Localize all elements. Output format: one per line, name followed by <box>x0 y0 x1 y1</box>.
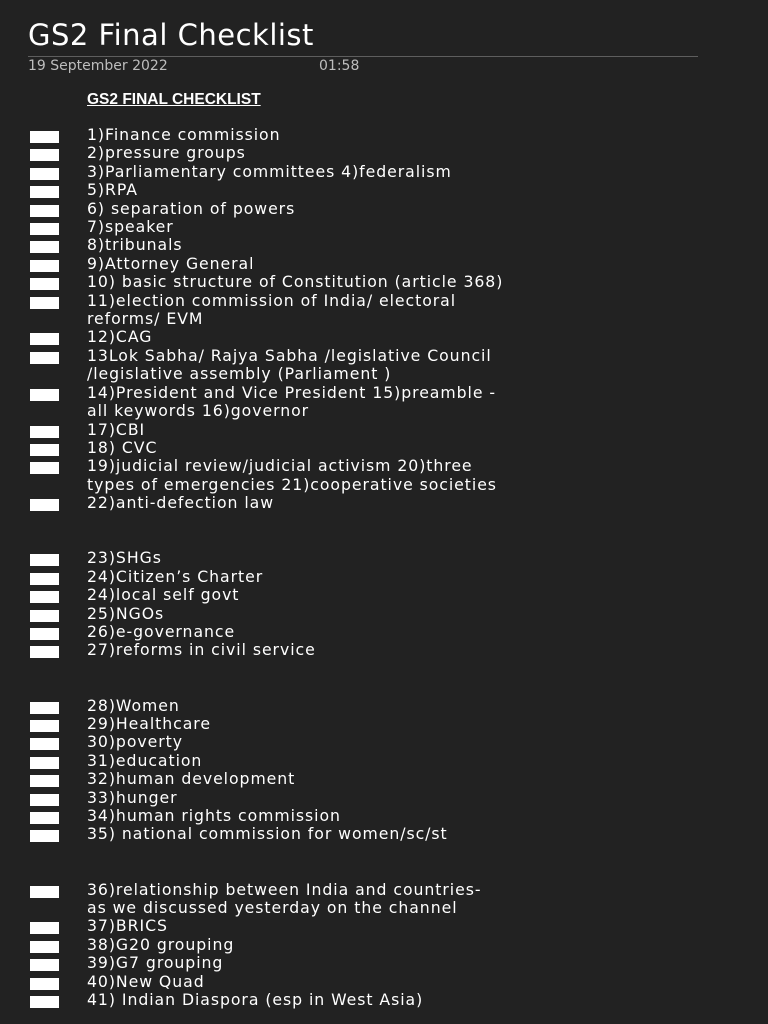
checklist-item-text: 27)reforms in civil service <box>87 640 316 660</box>
checklist-item <box>0 328 768 346</box>
checklist-item <box>0 825 768 843</box>
checklist-item-text: 24)Citizen’s Charter <box>87 566 264 586</box>
checklist-item-text: 40)New Quad <box>87 971 205 991</box>
checklist-item-text: 11)election commission of India/ electoral reforms/ EVM <box>87 290 457 329</box>
checklist-item-text: 14)President and Vice President 15)preamble - all keywords 16)governor <box>87 382 496 421</box>
checklist-item-text: 33)hunger <box>87 787 178 807</box>
checklist-item-text: 32)human development <box>87 769 296 789</box>
checkbox[interactable] <box>30 426 59 438</box>
checklist-item-text: 36)relationship between India and countries- as we discussed yesterday on the channel <box>87 879 482 918</box>
checklist-item-text: 31)education <box>87 750 203 770</box>
checkbox[interactable] <box>30 352 59 364</box>
checklist-item <box>0 144 768 162</box>
checklist-item-text: 3)Parliamentary committees 4)federalism <box>87 161 452 181</box>
checkbox[interactable] <box>30 886 59 898</box>
checklist-item-text: 17)CBI <box>87 419 146 439</box>
checklist-item <box>0 752 768 770</box>
checklist-item <box>0 126 768 144</box>
checkbox[interactable] <box>30 260 59 272</box>
checklist-item-text: 13Lok Sabha/ Rajya Sabha /legislative Council /legislative assembly (Parliament ) <box>87 345 492 384</box>
checklist-item-text: 1)Finance commission <box>87 125 281 144</box>
checkbox[interactable] <box>30 996 59 1008</box>
checklist-item-text: 18) CVC <box>87 437 158 457</box>
checklist-item <box>0 954 768 972</box>
checklist-item <box>0 789 768 807</box>
checkbox[interactable] <box>30 812 59 824</box>
checkbox[interactable] <box>30 646 59 658</box>
checklist-item-text: 38)G20 grouping <box>87 934 235 954</box>
checkbox[interactable] <box>30 941 59 953</box>
checklist-item-text: 9)Attorney General <box>87 253 255 273</box>
checkbox[interactable] <box>30 297 59 309</box>
checklist <box>0 126 768 1009</box>
checkbox[interactable] <box>30 186 59 198</box>
checklist-item <box>0 605 768 623</box>
checklist-item-text: 25)NGOs <box>87 603 165 623</box>
checkbox[interactable] <box>30 959 59 971</box>
checklist-item <box>0 218 768 236</box>
checkbox[interactable] <box>30 830 59 842</box>
checkbox[interactable] <box>30 241 59 253</box>
checklist-item <box>0 163 768 181</box>
checkbox[interactable] <box>30 149 59 161</box>
checklist-item <box>0 917 768 935</box>
checklist-item <box>0 641 768 659</box>
checklist-item-text: 37)BRICS <box>87 916 168 936</box>
checklist-item <box>0 881 768 918</box>
checklist-item <box>0 770 768 788</box>
checklist-item-text: 19)judicial review/judicial activism 20)three types of emergencies 21)cooperative societies <box>87 456 497 494</box>
checkbox[interactable] <box>30 794 59 806</box>
checklist-item-text: 35) national commission for women/sc/st <box>87 824 448 844</box>
checkbox[interactable] <box>30 738 59 750</box>
checklist-item <box>0 457 768 494</box>
checklist-item <box>0 936 768 954</box>
checklist-item-text: 30)poverty <box>87 732 183 752</box>
checklist-item <box>0 236 768 254</box>
checklist-item <box>0 973 768 991</box>
checklist-item <box>0 292 768 329</box>
checklist-item <box>0 697 768 715</box>
checklist-item <box>0 568 768 586</box>
checkbox[interactable] <box>30 278 59 290</box>
checklist-item <box>0 623 768 641</box>
title-divider <box>28 56 698 57</box>
checklist-item <box>0 347 768 384</box>
checkbox[interactable] <box>30 978 59 990</box>
checkbox[interactable] <box>30 333 59 345</box>
checklist-item <box>0 255 768 273</box>
checklist-heading: GS2 FINAL CHECKLIST <box>87 91 261 108</box>
checklist-item <box>0 200 768 218</box>
checklist-item <box>0 181 768 199</box>
checklist-item <box>0 273 768 291</box>
checklist-item-text: 12)CAG <box>87 327 153 347</box>
note-date: 19 September 2022 <box>28 58 168 74</box>
checkbox[interactable] <box>30 444 59 456</box>
checklist-item <box>0 494 768 512</box>
checklist-item <box>0 421 768 439</box>
note-title: GS2 Final Checklist <box>28 18 314 52</box>
checkbox[interactable] <box>30 205 59 217</box>
checklist-item-text: 2)pressure groups <box>87 143 246 163</box>
checkbox[interactable] <box>30 610 59 622</box>
checklist-item-text: 22)anti-defection law <box>87 493 275 513</box>
checklist-item-text: 23)SHGs <box>87 548 162 568</box>
note-time: 01:58 <box>319 58 360 74</box>
checkbox[interactable] <box>30 775 59 787</box>
checklist-item-text: 26)e-governance <box>87 621 236 641</box>
checklist-item-text: 41) Indian Diaspora (esp in West Asia) <box>87 990 424 1010</box>
checklist-item-text: 5)RPA <box>87 180 138 200</box>
checkbox[interactable] <box>30 702 59 714</box>
checkbox[interactable] <box>30 591 59 603</box>
checklist-item-text: 6) separation of powers <box>87 198 296 218</box>
checkbox[interactable] <box>30 757 59 769</box>
checklist-item <box>0 991 768 1009</box>
checklist-item <box>0 586 768 604</box>
checklist-item-text: 29)Healthcare <box>87 713 211 733</box>
checklist-item-text: 24)local self govt <box>87 585 240 605</box>
checklist-item <box>0 807 768 825</box>
checklist-item-text: 34)human rights commission <box>87 806 341 825</box>
checkbox[interactable] <box>30 223 59 235</box>
checklist-item <box>0 439 768 457</box>
checkbox[interactable] <box>30 720 59 732</box>
checkbox[interactable] <box>30 573 59 585</box>
checkbox[interactable] <box>30 499 59 511</box>
checklist-item-text: 28)Women <box>87 695 180 715</box>
checkbox[interactable] <box>30 922 59 934</box>
checklist-item <box>0 715 768 733</box>
checklist-item-text: 10) basic structure of Constitution (article 368) <box>87 272 504 292</box>
checkbox[interactable] <box>30 168 59 180</box>
checklist-item <box>0 384 768 421</box>
checkbox[interactable] <box>30 554 59 566</box>
checklist-item <box>0 549 768 567</box>
checklist-item <box>0 733 768 751</box>
checklist-item-text: 7)speaker <box>87 217 174 237</box>
checklist-item-text: 8)tribunals <box>87 235 183 255</box>
checkbox[interactable] <box>30 462 59 474</box>
checklist-item-text: 39)G7 grouping <box>87 953 224 973</box>
checkbox[interactable] <box>30 389 59 401</box>
checkbox[interactable] <box>30 628 59 640</box>
checkbox[interactable] <box>30 131 59 143</box>
